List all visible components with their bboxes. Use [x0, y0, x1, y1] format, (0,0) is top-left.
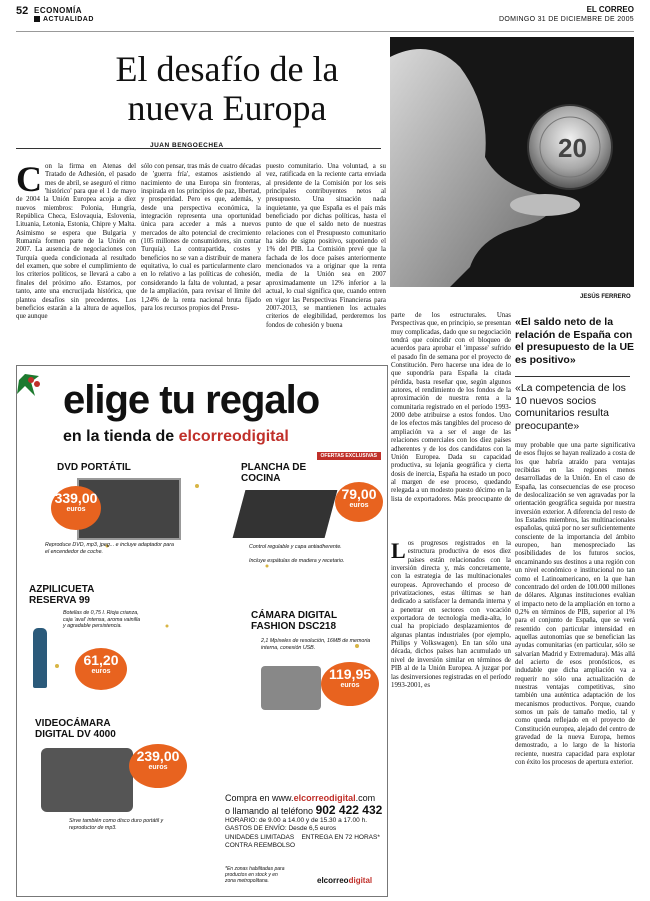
ad-headline: elige tu regalo [63, 378, 320, 422]
product-desc-dvd: Reproduce DVD, mp3, jpeg... e incluye adaptador para el encendedor de coche. [45, 542, 174, 555]
photo-credit: JESÚS FERRERO [580, 294, 631, 300]
article-column-2 [141, 163, 261, 362]
product-name-grill[interactable]: PLANCHA DE COCINA [241, 462, 307, 484]
price-value: 61,20 [83, 652, 119, 668]
ad-terms-row [225, 834, 385, 843]
man-with-euro-coin-illustration [390, 37, 634, 287]
ad-payment: CONTRA REEMBOLSO [225, 842, 296, 849]
price-value: 119,95 [328, 666, 372, 682]
ad-subhead [63, 428, 289, 446]
ad-footnote: *En zonas habilitadas para productos en stock y en zona metropolitana. [225, 866, 285, 884]
subsection-name: ACTUALIDAD [34, 16, 94, 23]
ad-phone-number[interactable]: 902 422 432 [315, 802, 383, 817]
column-text: parte de los estructurales. Unas Perspectivas que, en principio, se presentan muy complicadas, dado que su negociación tendrá que coincidir con el bloqueo de acuerdos para aprobar el 'impasse' sufrido el pasado fin de semana por el proyecto de Constitución. Pero hacerse una idea de lo que supondría para España la citada pérdida, basta reseñar que, según algunos autores, el rendimiento de los fondos de la aproximación de nuestra renta a la comunitaria registrado en el período 1993-2000 debe atribuirse a estos fondos. Uno de los efectos más tangibles del proceso de ampliación va a ser el auge de las relaciones comerciales con los diez países adherentes y de los dos candidatos con la Unión Europea. Dada su capacidad productiva, su lejanía geográfica y cierta dosis de inercia, España ha estado un poco al margen de ese proceso, quedando relegada a un modesto puesto décimo en la lista de exportadores. Más preocupante de [391, 312, 511, 502]
ad-subhead-brand: elcorreodigital [178, 428, 289, 445]
publication-name: EL CORREO [586, 5, 634, 14]
price-badge-camera [321, 662, 379, 706]
page-header [16, 5, 634, 32]
digital-camera-image [261, 666, 321, 710]
videocamera-image [41, 748, 133, 812]
column-text: sólo con pensar, tras más de cuatro décadas de 'guerra fría', estamos asistiendo al nacimiento de una Europa sin fronteras, inspirada en los principios de paz, libertad, y prosperidad. Pero es que, además, y desde una perspectiva económica, la integración representa una oportunidad única para acceder a más a nuevos mercados de alto potencial de crecimiento (105 millones de consumidores, sin contar Turquía). La contrapartida, costes y beneficios no se van a distribuir de manera equitativa, lo cual es particularmente claro en lo relativo a las políticas de cohesión, considerando la falta de voluntad, a pesar de la ampliación, para revisar el límite del 1,24% de la renta nacional bruta fijado para los recursos propios del Presu- [141, 163, 261, 312]
price-unit: euros [148, 764, 168, 771]
coin-value: 20 [558, 133, 587, 163]
ad-contact-info [225, 794, 385, 851]
url-prefix: www. [272, 793, 294, 803]
article-column-5 [515, 442, 635, 897]
product-desc-grill: Incluye espátulas de madera y recetario. [249, 558, 345, 564]
dropcap: L [391, 540, 406, 563]
price-badge-wine [75, 648, 127, 690]
url-suffix: .com [355, 793, 376, 803]
price-unit: euros [66, 506, 86, 513]
price-unit: euros [349, 502, 369, 509]
column-text: muy probable que una parte significativa de esos flujos se hayan realizado a costa de los que habría atraído para ventajas recibidas en las regiones menos desarrolladas de la Unión. En el caso de España, las consecuencias de ese proceso de deslocalización se ven agravadas por la orientación geográfica seguida por nuestra inversión exterior. A diferencia del resto de los Estados miembros, las multinacionales españolas, quizá por no ser suficientemente consciente de la importancia del ámbito europeo, han menospreciado las posibilidades de los futuros socios, encaminando sus destinos a una región con un nivel económico e institucional no tan como el Latinoamericano, en la que han concentrado del orden de 100.000 millones de dólares. Algunas instituciones evalúan el impacto neto de la ampliación en torno a 0,2% en términos de PIB, superior al 1% para el conjunto de España, que se verá resentido con particular intensidad en aquellas autonomías que se benefician las ayudas comunitarias (en particular, sólo se salvarían Madrid y Extremadura). Más allá del acierto de esos pronósticos, es indudable que dicha ampliación va a requerir no sólo una actualización de nuestras ventajas competitivas, sino también una auténtica adaptación de los mecanismos productivos. Porque, cuando somos un país de tamaño medio, tal y como queda reflejado en el proyecto de Constitución europea, alejado del centro de gravedad de la nueva Europa, hemos demostrado, a lo largo de la historia reciente, nuestra capacidad para explotar con éxito los procesos de apertura exterior. [515, 442, 635, 767]
price-badge-videocamera [129, 744, 187, 788]
pull-quote-2: «La competencia de los 10 nuevos socios comunitarios resulta preocupante» [515, 382, 626, 432]
product-name-dvd[interactable]: DVD PORTÁTIL [57, 462, 131, 473]
ad-shipping: GASTOS DE ENVÍO: Desde 6,5 euros [225, 825, 337, 832]
article-author: JUAN BENGOECHEA [150, 142, 224, 149]
article-title: El desafío de la nueva Europa [115, 49, 339, 128]
publication-date: DOMINGO 31 DE DICIEMBRE DE 2005 [499, 16, 634, 23]
section-name: ECONOMÍA [34, 6, 82, 15]
logo-prefix: elcorreo [317, 876, 349, 885]
exclusive-tag: OFERTAS EXCLUSIVAS [317, 452, 382, 460]
page-number: 52 [16, 5, 29, 17]
logo-suffix: digital [348, 876, 373, 885]
ad-delivery: ENTREGA EN 72 HORAS* [301, 833, 380, 841]
grill-image [233, 490, 338, 538]
product-desc-videocamera: Sirve también como disco duro portátil y reproductor de mp3. [69, 818, 164, 831]
dropcap: C [16, 163, 42, 199]
article-column-4b [391, 540, 511, 898]
product-desc2-grill: Control regulable y capa antiadherente. [249, 544, 342, 550]
price-value: 79,00 [341, 486, 377, 502]
article-column-4 [391, 312, 511, 502]
column-text: puesto comunitario. Una voluntad, a su vez, ratificada en la reciente carta enviada al presidente de la Comisión por los seis principales contribuyentes netos al presupuesto. Una situación nada inquietante, ya que España es el país más beneficiado por dichas políticas, hasta el punto de que el saldo neto de nuestras relaciones con el Presupuesto comunitario ha sido de signo positivo, suponiendo el 1% del PIB. La Comisión prevé que la fachada de los doce países anteriormente mencionados va a originar que la renta media de la Unión sea en 2007 aproximadamente un 12% inferior a la actual, lo cual significa que, cuando entren en vigor las Perspectivas Financieras para 2007-2013, se mantienen los actuales criterios de elegibilidad, perderemos los fondos de cohesión y buena [266, 163, 386, 329]
pull-quote-1: «El saldo neto de la relación de España con el presupuesto de la UE es positivo» [515, 316, 635, 366]
contact-prefix: Compra en [225, 793, 270, 803]
price-value: 339,00 [54, 490, 98, 506]
ad-hours: HORARIO: de 9.00 a 14.00 y de 15.30 a 17.00 h. [225, 816, 368, 824]
product-desc-wine: Botellas de 0,75 l. Rioja crianza, caja 'aval' intensa, aroma vainilla y agradable persistencia. [63, 610, 141, 629]
article-column-1 [16, 163, 136, 362]
price-badge-dvd [51, 486, 101, 530]
ad-phone-line [225, 803, 385, 817]
price-unit: euros [91, 668, 111, 675]
ad-store-url[interactable] [225, 794, 385, 803]
advertisement[interactable] [16, 365, 388, 897]
article-column-3 [266, 163, 386, 362]
article-photo [390, 37, 634, 287]
product-name-videocamera[interactable]: VIDEOCÁMARA DIGITAL DV 4000 [35, 718, 116, 740]
price-unit: euros [340, 682, 360, 689]
product-name-camera[interactable]: CÁMARA DIGITAL FASHION DSC218 [251, 610, 337, 632]
pull-quote-divider [515, 376, 630, 377]
phone-label: o llamando al teléfono [225, 805, 314, 816]
product-name-wine[interactable]: AZPILICUETA RESERVA 99 [29, 584, 94, 606]
wine-bottle-image [33, 628, 47, 688]
price-badge-grill [335, 482, 383, 522]
elcorreodigital-logo[interactable] [317, 876, 372, 885]
ad-subhead-prefix: en la tienda de [63, 428, 179, 445]
column-text: os progresos registrados en la estructura productiva de esos diez países están relacionados con la inversión directa y, más concretamente, con la estrategia de las multinacionales europeas. Aprovechando el proceso de privatizaciones, estas últimas se han dedicado a satisfacer la demanda interna y a penetrar en sectores con vocación exportadora de tecnología media-alta, lo cual ha propiciado desplazamientos de algunas plantas industriales (por ejemplo, Philips y Volkswagen). En tan sólo una década, dichos países han acumulado un nivel de inversión similar en términos de PIB al de la Unión Europea. A juzgar por las desinversiones registradas en el período 1993-2001, es [391, 540, 511, 689]
column-text: on la firma en Atenas del Tratado de Adhesión, el pasado mes de abril, se aseguró el ritmo 'histórico' para que el 1 de mayo de 2004 la Unión Europea acoja a diez nuevos miembros: Polonia, Hungría, República Checa, Eslovaquia, Eslovenia, Lituania, Letonia, Estonia, Chipre y Malta. Asimismo se espera que Bulgaria y Rumanía formen parte de la Unión en 2007. La ausencia de negociaciones con Turquía queda condicionada al resultado del examen, que sobre el cumplimiento de los criterios políticos, se llevará a cabo a finales del próximo año. Estamos, por tanto, ante una encrucijada histórica, que plantea desafíos sin precedentes. Los beneficios estarán a la altura de aquellos, que aunque [16, 163, 136, 321]
url-brand: elcorreodigital [293, 793, 356, 803]
price-value: 239,00 [136, 748, 180, 764]
product-desc-camera: 2,1 Mpíxeles de resolución, 16MB de memoria interna, conexión USB. [261, 638, 371, 651]
ad-units: UNIDADES LIMITADAS [225, 833, 295, 841]
